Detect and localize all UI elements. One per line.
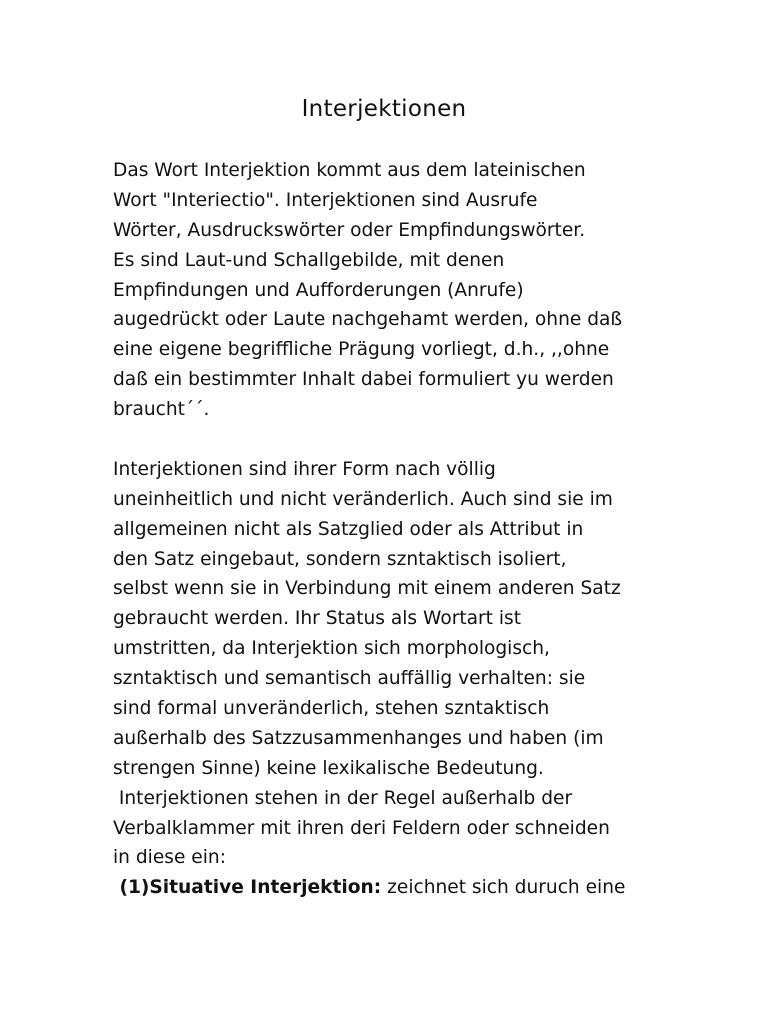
paragraph-1-line-8: daß ein bestimmter Inhalt dabei formuliert yu werden bbox=[113, 369, 614, 391]
list-item-1-label: (1)Situative Interjektion: bbox=[113, 877, 382, 899]
paragraph-2-line-13: Verbalklammer mit ihren deri Feldern oder schneiden bbox=[113, 817, 610, 839]
list-item-1 bbox=[113, 873, 673, 903]
paragraph-2-line-5: selbst wenn sie in Verbindung mit einem anderen Satz bbox=[113, 578, 621, 600]
paragraph-2-line-11: strengen Sinne) keine lexikalische Bedeutung. bbox=[113, 757, 544, 779]
document-title: Interjektionen bbox=[301, 96, 467, 122]
list-item-1-text: zeichnet sich duruch eine bbox=[381, 877, 626, 899]
paragraph-1-line-9: braucht´´. bbox=[113, 399, 210, 421]
paragraph-1-line-5: Empfindungen und Aufforderungen (Anrufe) bbox=[113, 279, 524, 301]
paragraph-spacer bbox=[113, 425, 673, 455]
paragraph-2-line-2: uneinheitlich und nicht veränderlich. Auch sind sie im bbox=[113, 488, 613, 510]
paragraph-2-line-12: Interjektionen stehen in der Regel außerhalb der bbox=[113, 787, 573, 809]
paragraph-2-line-6: gebraucht werden. Ihr Status als Wortart ist bbox=[113, 608, 522, 630]
paragraph-2-line-10: außerhalb des Satzzusammenhanges und haben (im bbox=[113, 727, 604, 749]
paragraph-2-line-4: den Satz eingebaut, sondern szntaktisch isoliert, bbox=[113, 548, 567, 570]
paragraph-2-line-8: szntaktisch und semantisch auffällig verhalten: sie bbox=[113, 668, 586, 690]
paragraph-1-line-7: eine eigene begriffliche Prägung vorliegt, d.h., ,,ohne bbox=[113, 339, 610, 361]
paragraph-2-line-9: sind formal unveränderlich, stehen szntaktisch bbox=[113, 698, 550, 720]
paragraph-1-line-2: Wort "Interiectio". Interjektionen sind Ausrufe bbox=[113, 189, 538, 211]
paragraph-2-line-1: Interjektionen sind ihrer Form nach völlig bbox=[113, 458, 496, 480]
document-body bbox=[113, 156, 673, 903]
paragraph-1-line-6: augedrückt oder Laute nachgehamt werden, ohne daß bbox=[113, 309, 623, 331]
paragraph-2-line-7: umstritten, da Interjektion sich morphologisch, bbox=[113, 638, 550, 660]
paragraph-1-line-3: Wörter, Ausdruckswörter oder Empfindungswörter. bbox=[113, 219, 586, 241]
paragraph-1-line-4: Es sind Laut-und Schallgebilde, mit denen bbox=[113, 249, 505, 271]
paragraph-2-line-3: allgemeinen nicht als Satzglied oder als Attribut in bbox=[113, 518, 584, 540]
paragraph-1-line-1: Das Wort Interjektion kommt aus dem lateinischen bbox=[113, 160, 586, 181]
paragraph-2-line-14: in diese ein: bbox=[113, 847, 226, 869]
